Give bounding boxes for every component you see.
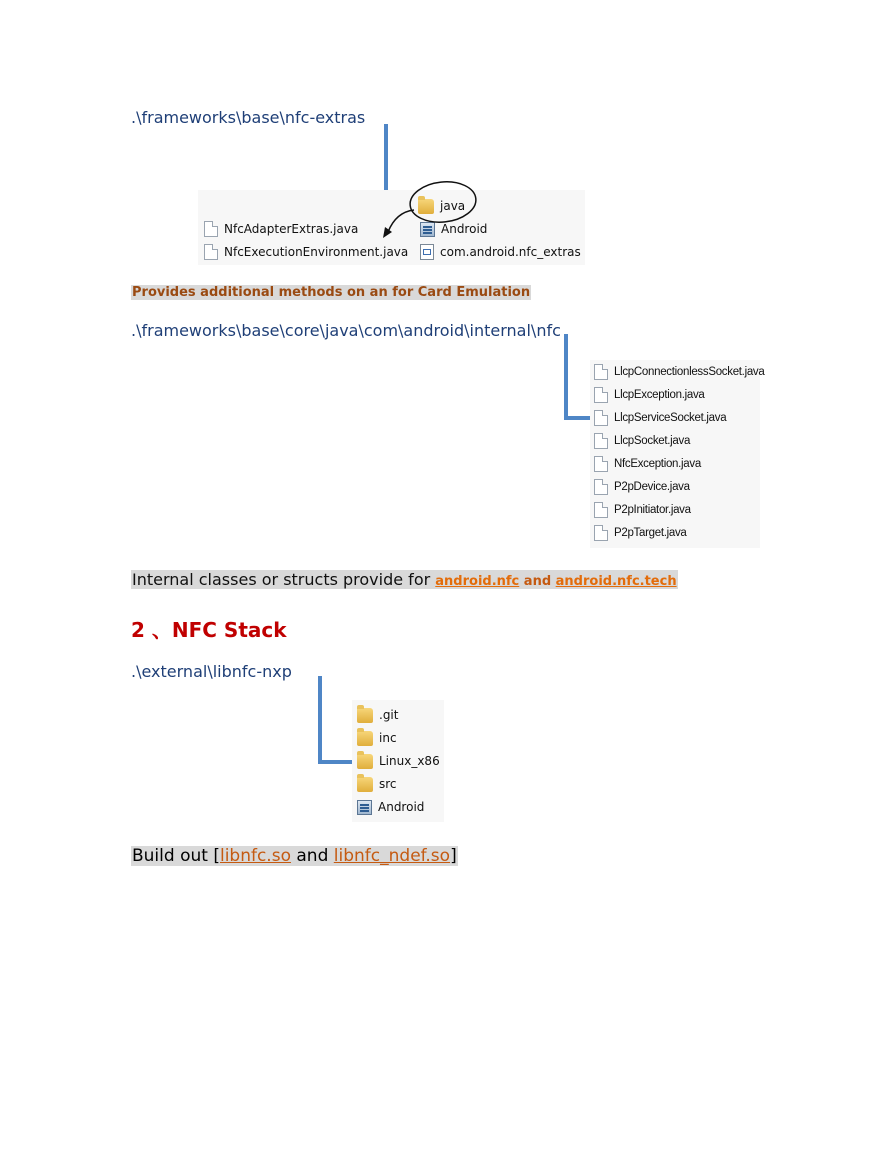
file-name: LlcpSocket.java bbox=[614, 435, 691, 447]
file-icon bbox=[594, 525, 608, 541]
file-name: java bbox=[440, 199, 466, 213]
file-name: inc bbox=[379, 731, 397, 745]
list-item[interactable] bbox=[594, 499, 691, 521]
file-name: com.android.nfc_extras bbox=[440, 245, 581, 259]
folder-icon bbox=[357, 777, 373, 792]
file-icon bbox=[594, 410, 608, 426]
file-name: P2pInitiator.java bbox=[614, 504, 691, 516]
file-icon bbox=[594, 502, 608, 518]
connector-horizontal bbox=[318, 760, 356, 764]
folder-icon bbox=[357, 708, 373, 723]
build-suffix: ] bbox=[450, 846, 457, 866]
xml-icon bbox=[420, 244, 434, 260]
path-internal-nfc: .\frameworks\base\core\java\com\android\internal\nfc bbox=[131, 321, 561, 340]
connector-vertical bbox=[564, 334, 568, 420]
file-name: Android bbox=[378, 800, 425, 814]
list-item[interactable] bbox=[594, 476, 690, 498]
file-icon bbox=[594, 433, 608, 449]
folder-icon bbox=[357, 731, 373, 746]
file-icon bbox=[594, 387, 608, 403]
list-item[interactable] bbox=[594, 430, 690, 452]
file-name: NfcException.java bbox=[614, 458, 701, 470]
list-item[interactable] bbox=[357, 704, 398, 726]
file-icon bbox=[594, 364, 608, 380]
file-name: LlcpException.java bbox=[614, 389, 705, 401]
file-name: .git bbox=[379, 708, 399, 722]
list-item[interactable] bbox=[594, 407, 726, 429]
file-name: NfcExecutionEnvironment.java bbox=[224, 245, 409, 259]
file-name: src bbox=[379, 777, 397, 791]
file-name: P2pTarget.java bbox=[614, 527, 687, 539]
file-name: NfcAdapterExtras.java bbox=[224, 222, 359, 236]
path-nfc-extras: .\frameworks\base\nfc-extras bbox=[131, 108, 366, 127]
build-text: Build out [ bbox=[132, 846, 220, 866]
file-listing-internal-nfc bbox=[590, 360, 765, 548]
caption-text: Internal classes or structs provide for bbox=[132, 570, 436, 589]
file-icon bbox=[204, 244, 218, 260]
list-item[interactable] bbox=[594, 522, 687, 544]
build-output-line bbox=[131, 846, 458, 866]
list-item[interactable] bbox=[204, 218, 358, 240]
file-name: LlcpConnectionlessSocket.java bbox=[614, 366, 765, 378]
annotation-circle-arrow bbox=[370, 172, 490, 242]
file-name: Android bbox=[441, 222, 488, 236]
folder-icon bbox=[357, 754, 373, 769]
build-and: and bbox=[290, 846, 334, 866]
file-icon bbox=[594, 456, 608, 472]
caption-internal-classes bbox=[131, 570, 678, 589]
list-item[interactable] bbox=[204, 241, 408, 263]
project-icon bbox=[357, 800, 372, 815]
path-libnfc-nxp: .\external\libnfc-nxp bbox=[131, 662, 292, 681]
caption-and: and bbox=[519, 574, 556, 589]
list-item[interactable] bbox=[357, 773, 397, 795]
link-libnfc-ndef-so[interactable]: libnfc_ndef.so bbox=[333, 846, 451, 866]
list-item[interactable] bbox=[594, 453, 701, 475]
list-item[interactable] bbox=[357, 796, 424, 818]
link-android-nfc[interactable]: android.nfc bbox=[435, 574, 520, 589]
file-name: LlcpServiceSocket.java bbox=[614, 412, 727, 424]
link-libnfc-so[interactable]: libnfc.so bbox=[219, 846, 291, 866]
link-android-nfc-tech[interactable]: android.nfc.tech bbox=[555, 574, 677, 589]
list-item[interactable] bbox=[357, 750, 440, 772]
file-listing-libnfc-nxp bbox=[352, 700, 444, 822]
list-item[interactable] bbox=[357, 727, 397, 749]
file-icon bbox=[594, 479, 608, 495]
connector-vertical bbox=[318, 676, 322, 764]
list-item[interactable] bbox=[594, 361, 764, 383]
file-icon bbox=[204, 221, 218, 237]
caption-card-emulation: Provides additional methods on an for Card Emulation bbox=[132, 285, 531, 300]
section-heading: 2 、NFC Stack bbox=[131, 618, 287, 642]
file-name: Linux_x86 bbox=[379, 754, 440, 768]
file-name: P2pDevice.java bbox=[614, 481, 690, 493]
list-item[interactable] bbox=[594, 384, 705, 406]
list-item[interactable] bbox=[420, 241, 581, 263]
